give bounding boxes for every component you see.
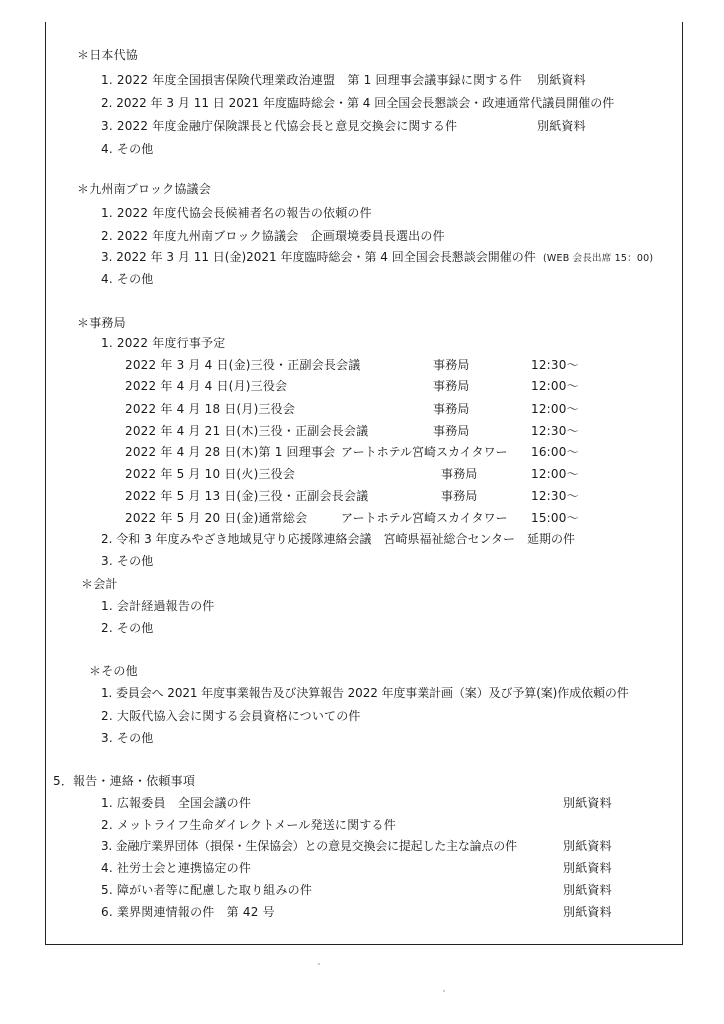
schedule-event: 2022 年 5 月 10 日(火)三役会 xyxy=(125,467,296,481)
section5-item-3: 3. 金融庁業界団体（損保・生保協会）との意見交換会に提起した主な論点の件 xyxy=(101,839,517,853)
schedule-place: アートホテル宮崎スカイタワー xyxy=(341,445,508,459)
section5-item-5-note: 別紙資料 xyxy=(563,883,612,897)
sonota-heading: ＊その他 xyxy=(89,664,138,678)
schedule-time: 12:30～ xyxy=(531,489,579,503)
schedule-time: 12:00～ xyxy=(531,379,579,393)
schedule-event: 2022 年 4 月 18 日(月)三役会 xyxy=(125,402,296,416)
nichidai-item-3-note: 別紙資料 xyxy=(537,119,586,133)
scan-speck xyxy=(443,990,445,992)
schedule-time: 12:00～ xyxy=(531,467,579,481)
schedule-time: 15:00～ xyxy=(531,511,579,525)
section5-item-5: 5. 障がい者等に配慮した取り組みの件 xyxy=(101,883,313,897)
nichidai-item-4: 4. その他 xyxy=(101,142,154,156)
section5-item-4-note: 別紙資料 xyxy=(563,861,612,875)
schedule-time: 12:30～ xyxy=(531,358,579,372)
schedule-place: 事務局 xyxy=(441,489,478,503)
schedule-place: 事務局 xyxy=(433,379,470,393)
nichidai-item-1: 1. 2022 年度全国損害保険代理業政治連盟 第 1 回理事会議事録に関する件 xyxy=(101,73,522,87)
schedule-place: 事務局 xyxy=(433,402,470,416)
jimukyoku-item-3: 3. その他 xyxy=(101,554,154,568)
kaikei-item-1: 1. 会計経過報告の件 xyxy=(101,599,215,613)
section5-item-1: 1. 広報委員 全国会議の件 xyxy=(101,796,252,810)
schedule-place: 事務局 xyxy=(433,358,470,372)
schedule-event: 2022 年 4 月 21 日(木)三役・正副会長会議 xyxy=(125,424,369,438)
kyushu-heading: ＊九州南ブロック協議会 xyxy=(77,182,211,196)
sonota-item-3: 3. その他 xyxy=(101,731,154,745)
sonota-item-2: 2. 大阪代協入会に関する会員資格についての件 xyxy=(101,709,361,723)
sonota-item-1: 1. 委員会へ 2021 年度事業報告及び決算報告 2022 年度事業計画（案）及び予算(案)作成依頼の件 xyxy=(101,686,629,700)
schedule-place: アートホテル宮崎スカイタワー xyxy=(341,511,508,525)
section5-item-4: 4. 社労士会と連携協定の件 xyxy=(101,861,252,875)
section5-item-6-note: 別紙資料 xyxy=(563,905,612,919)
jimukyoku-item-1: 1. 2022 年度行事予定 xyxy=(101,336,226,350)
nichidai-item-1-note: 別紙資料 xyxy=(537,73,586,87)
schedule-place: 事務局 xyxy=(441,467,478,481)
section5-item-3-note: 別紙資料 xyxy=(563,839,612,853)
kaikei-heading: ＊会計 xyxy=(81,577,118,591)
kyushu-item-3: 3. 2022 年 3 月 11 日(金)2021 年度臨時総会・第 4 回全国会長懇談会開催の件 xyxy=(101,250,536,264)
schedule-event: 2022 年 4 月 28 日(木)第 1 回理事会 xyxy=(125,445,336,459)
nichidai-heading: ＊日本代協 xyxy=(77,48,139,62)
schedule-event: 2022 年 5 月 20 日(金)通常総会 xyxy=(125,511,308,525)
kyushu-item-3-note: (WEB 会長出席 15：00) xyxy=(543,253,654,264)
nichidai-item-2: 2. 2022 年 3 月 11 日 2021 年度臨時総会・第 4 回全国会長懇談会・政連通常代議員開催の件 xyxy=(101,96,615,110)
section5-heading: 5．報告・連絡・依頼事項 xyxy=(53,774,196,788)
section5-item-6: 6. 業界関連情報の件 第 42 号 xyxy=(101,905,275,919)
schedule-event: 2022 年 5 月 13 日(金)三役・正副会長会議 xyxy=(125,489,369,503)
section5-item-2: 2. メットライフ生命ダイレクトメール発送に関する件 xyxy=(101,818,396,832)
kyushu-item-1: 1. 2022 年度代協会長候補者名の報告の依頼の件 xyxy=(101,206,372,220)
schedule-event: 2022 年 3 月 4 日(金)三役・正副会長会議 xyxy=(125,358,361,372)
kyushu-item-4: 4. その他 xyxy=(101,272,154,286)
section5-item-1-note: 別紙資料 xyxy=(563,796,612,810)
jimukyoku-heading: ＊事務局 xyxy=(77,316,126,330)
schedule-time: 12:00～ xyxy=(531,402,579,416)
jimukyoku-item-2: 2. 令和 3 年度みやざき地域見守り応援隊連絡会議 宮崎県福祉総合センター 延期の件 xyxy=(101,532,576,546)
nichidai-item-3: 3. 2022 年度金融庁保険課長と代協会長と意見交換会に関する件 xyxy=(101,119,458,133)
schedule-time: 16:00～ xyxy=(531,445,579,459)
kaikei-item-2: 2. その他 xyxy=(101,621,154,635)
kyushu-item-2: 2. 2022 年度九州南ブロック協議会 企画環境委員長選出の件 xyxy=(101,229,445,243)
scan-speck xyxy=(318,963,320,965)
schedule-event: 2022 年 4 月 4 日(月)三役会 xyxy=(125,379,288,393)
schedule-place: 事務局 xyxy=(433,424,470,438)
schedule-time: 12:30～ xyxy=(531,424,579,438)
